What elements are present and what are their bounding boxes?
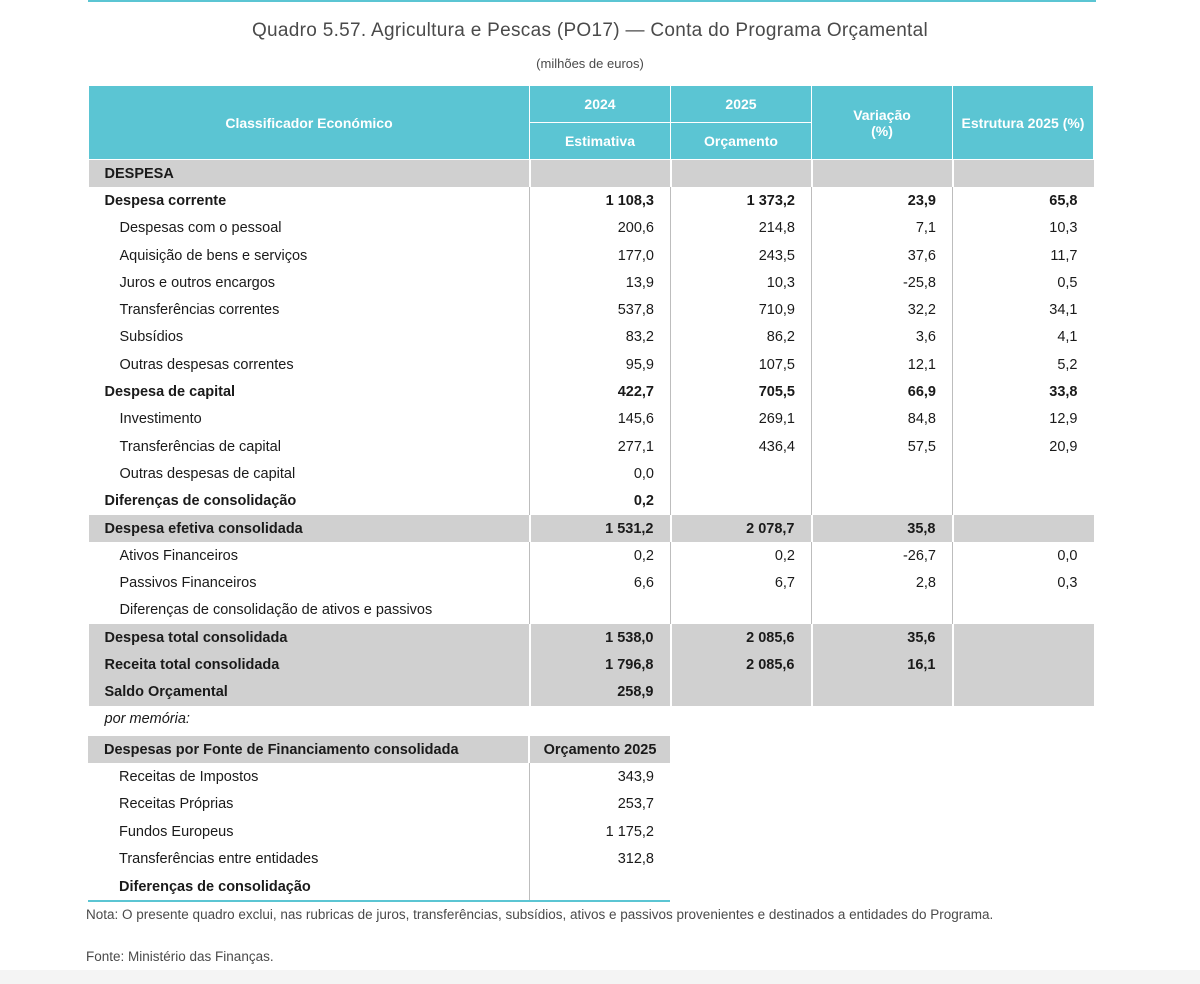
row-label: Despesa efetiva consolidada (89, 515, 530, 542)
cell-variacao: 12,1 (812, 351, 953, 378)
row-label: Diferenças de consolidação (104, 493, 297, 510)
cell-2025: 1 373,2 (671, 187, 812, 214)
cell-estrutura (953, 679, 1094, 706)
cell-2024: 6,6 (530, 569, 671, 596)
table-title: Quadro 5.57. Agricultura e Pescas (PO17) — Conta do Programa Orçamental (251, 20, 929, 41)
table-row (89, 324, 1094, 351)
cell-variacao: 16,1 (812, 651, 953, 678)
cell-2025: 86,2 (671, 324, 812, 351)
cell-variacao: 3,6 (812, 324, 953, 351)
funding-label: Fundos Europeus (119, 823, 234, 840)
cell-variacao: 35,8 (812, 515, 953, 542)
cell-estrutura: 0,3 (953, 569, 1094, 596)
table-row (89, 542, 1094, 569)
cell-2025: 2 085,6 (671, 651, 812, 678)
cell-estrutura: 0,0 (953, 542, 1094, 569)
cell-variacao: 57,5 (812, 433, 953, 460)
table-row (89, 488, 1094, 515)
table-row (89, 215, 1094, 242)
funding-label: Receitas Próprias (119, 796, 234, 813)
cell-estrutura: 12,9 (953, 406, 1094, 433)
cell-estrutura (953, 488, 1094, 515)
funding-label: Transferências entre entidades (119, 851, 319, 868)
row-label: Subsídios (119, 329, 184, 346)
row-label: Investimento (119, 411, 202, 428)
cell-estrutura (953, 651, 1094, 678)
cell-estrutura: 33,8 (953, 378, 1094, 405)
cell-2025: 0,2 (671, 542, 812, 569)
funding-table (88, 736, 670, 902)
cell-variacao: -25,8 (812, 269, 953, 296)
cell-variacao: -26,7 (812, 542, 953, 569)
cell-variacao: 7,1 (812, 215, 953, 242)
table-note: Nota: O presente quadro exclui, nas rubricas de juros, transferências, subsídios, ativos e passivos provenientes e destinados a entidades do Programa. (86, 907, 994, 922)
cell-2024: 537,8 (530, 296, 671, 323)
cell-variacao: 2,8 (812, 569, 953, 596)
cell-2024: 0,2 (530, 542, 671, 569)
cell-2024: 145,6 (530, 406, 671, 433)
cell-variacao (812, 160, 953, 188)
row-label: Receita total consolidada (89, 651, 530, 678)
cell-estrutura: 10,3 (953, 215, 1094, 242)
funding-row (88, 791, 670, 818)
funding-header-row (88, 736, 670, 763)
table-row (89, 624, 1094, 651)
cell-2024: 95,9 (530, 351, 671, 378)
table-units: (milhões de euros) (536, 56, 644, 71)
row-label: Despesas com o pessoal (119, 220, 282, 237)
funding-label: Diferenças de consolidação (88, 873, 529, 901)
funding-row (88, 846, 670, 873)
cell-variacao: 84,8 (812, 406, 953, 433)
row-label: Outras despesas correntes (119, 356, 294, 373)
funding-header-value: Orçamento 2025 (529, 736, 670, 763)
funding-value: 253,7 (529, 791, 670, 818)
cell-2024: 0,0 (530, 460, 671, 487)
memo-label: por memória: (104, 711, 190, 728)
funding-label: Receitas de Impostos (119, 769, 259, 786)
cell-2024: 83,2 (530, 324, 671, 351)
header-estrutura: Estrutura 2025 (%) (953, 86, 1094, 160)
cell-2025: 710,9 (671, 296, 812, 323)
cell-2025 (671, 460, 812, 487)
cell-2024: 1 538,0 (530, 624, 671, 651)
cell-variacao (812, 488, 953, 515)
cell-estrutura: 20,9 (953, 433, 1094, 460)
funding-row (88, 818, 670, 845)
cell-variacao: 32,2 (812, 296, 953, 323)
table-row (89, 460, 1094, 487)
cell-variacao: 35,6 (812, 624, 953, 651)
header-orcamento: Orçamento (671, 123, 812, 160)
cell-estrutura (953, 597, 1094, 624)
cell-estrutura: 0,5 (953, 269, 1094, 296)
funding-value (529, 873, 670, 901)
cell-variacao (812, 597, 953, 624)
cell-variacao (812, 460, 953, 487)
cell-estrutura: 34,1 (953, 296, 1094, 323)
cell-2024 (530, 160, 671, 188)
budget-table (88, 85, 1094, 733)
funding-value: 312,8 (529, 846, 670, 873)
cell-2024: 1 108,3 (530, 187, 671, 214)
table-row (89, 515, 1094, 542)
cell-estrutura (953, 460, 1094, 487)
cell-2025: 243,5 (671, 242, 812, 269)
cell-estrutura (953, 624, 1094, 651)
table-row (89, 351, 1094, 378)
cell-2025 (671, 488, 812, 515)
cell-2025: 10,3 (671, 269, 812, 296)
cell-variacao: 37,6 (812, 242, 953, 269)
cell-2024: 1 531,2 (530, 515, 671, 542)
table-row (89, 378, 1094, 405)
cell-2025 (671, 679, 812, 706)
cell-estrutura: 11,7 (953, 242, 1094, 269)
cell-2024: 200,6 (530, 215, 671, 242)
row-label: Transferências correntes (119, 302, 280, 319)
cell-2025: 705,5 (671, 378, 812, 405)
cell-2025: 214,8 (671, 215, 812, 242)
row-label: Diferenças de consolidação de ativos e passivos (119, 602, 433, 619)
table-row (89, 679, 1094, 706)
row-label: Outras despesas de capital (119, 465, 296, 482)
memo-row (89, 706, 1094, 733)
header-estimativa: Estimativa (530, 123, 671, 160)
cell-2025: 2 078,7 (671, 515, 812, 542)
cell-2025: 269,1 (671, 406, 812, 433)
funding-row (88, 873, 670, 901)
row-label: Transferências de capital (119, 438, 281, 455)
cell-estrutura (953, 160, 1094, 188)
cell-2025: 436,4 (671, 433, 812, 460)
header-2024: 2024 (530, 86, 671, 123)
row-label: Despesa de capital (104, 384, 236, 401)
table-source: Fonte: Ministério das Finanças. (86, 949, 274, 964)
funding-header-label: Despesas por Fonte de Financiamento consolidada (88, 736, 529, 763)
header-classificador: Classificador Económico (89, 86, 530, 160)
cell-2025 (671, 597, 812, 624)
header-variacao-line1: Variação (853, 106, 911, 123)
cell-estrutura: 5,2 (953, 351, 1094, 378)
cell-variacao (812, 679, 953, 706)
header-2025: 2025 (671, 86, 812, 123)
table-row (89, 187, 1094, 214)
table-row (89, 406, 1094, 433)
row-label: Saldo Orçamental (89, 679, 530, 706)
header-variacao-line2: (%) (871, 122, 893, 139)
cell-2024: 1 796,8 (530, 651, 671, 678)
cell-2024: 0,2 (530, 488, 671, 515)
funding-value: 343,9 (529, 763, 670, 790)
cell-estrutura: 4,1 (953, 324, 1094, 351)
page-bottom-band (0, 970, 1200, 984)
row-label: Juros e outros encargos (119, 274, 276, 291)
header-variacao (812, 86, 953, 160)
cell-variacao: 66,9 (812, 378, 953, 405)
cell-2024: 13,9 (530, 269, 671, 296)
row-label: DESPESA (89, 160, 530, 188)
cell-2024: 422,7 (530, 378, 671, 405)
row-label: Aquisição de bens e serviços (119, 247, 308, 264)
table-row (89, 651, 1094, 678)
cell-estrutura (953, 515, 1094, 542)
cell-2025: 6,7 (671, 569, 812, 596)
funding-row (88, 763, 670, 790)
table-row (89, 296, 1094, 323)
cell-2025: 2 085,6 (671, 624, 812, 651)
cell-variacao: 23,9 (812, 187, 953, 214)
funding-value: 1 175,2 (529, 818, 670, 845)
cell-2025: 107,5 (671, 351, 812, 378)
row-label: Despesa corrente (104, 192, 227, 209)
table-row (89, 160, 1094, 188)
row-label: Despesa total consolidada (89, 624, 530, 651)
table-row (89, 242, 1094, 269)
cell-2024: 177,0 (530, 242, 671, 269)
cell-2024 (530, 597, 671, 624)
cell-estrutura: 65,8 (953, 187, 1094, 214)
table-row (89, 269, 1094, 296)
cell-2024: 258,9 (530, 679, 671, 706)
table-row (89, 569, 1094, 596)
cell-2025 (671, 160, 812, 188)
table-row (89, 597, 1094, 624)
table-row (89, 433, 1094, 460)
cell-2024: 277,1 (530, 433, 671, 460)
top-rule (88, 0, 1096, 2)
row-label: Ativos Financeiros (119, 547, 238, 564)
row-label: Passivos Financeiros (119, 575, 257, 592)
